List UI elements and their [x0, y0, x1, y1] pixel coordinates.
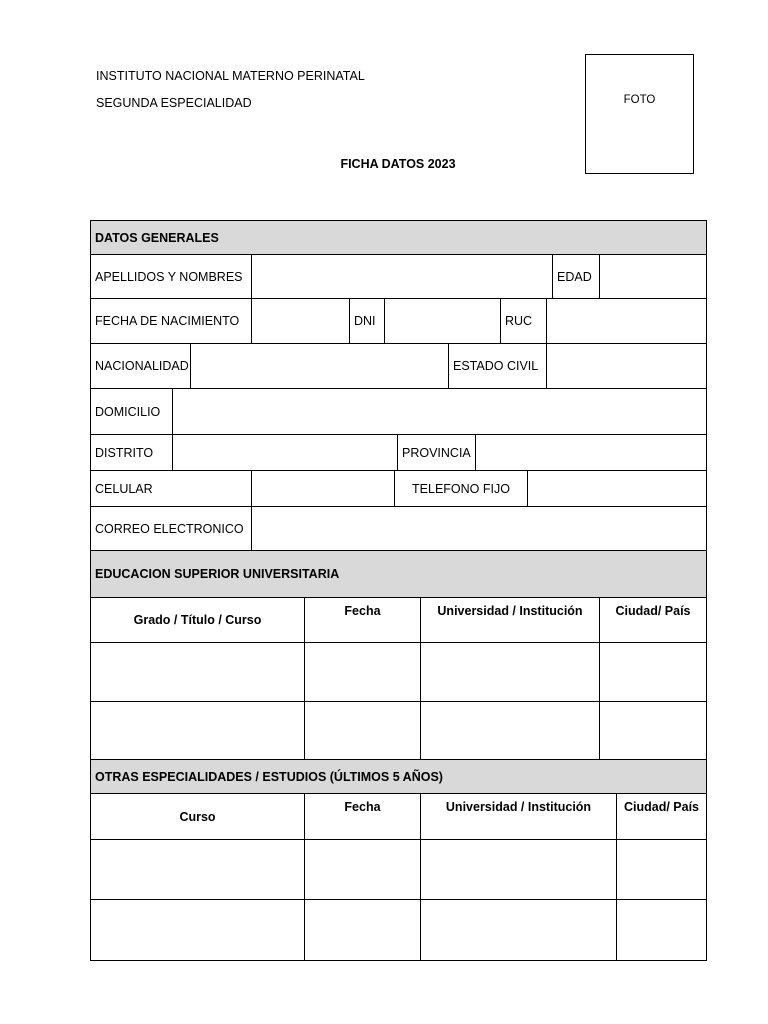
program-name: SEGUNDA ESPECIALIDAD: [96, 96, 252, 110]
other-cell[interactable]: [304, 899, 421, 961]
other-col-universidad: Universidad / Institución: [420, 793, 617, 840]
field-nacionalidad[interactable]: [190, 343, 449, 389]
edu-cell[interactable]: [599, 642, 707, 702]
label-dni: DNI: [349, 298, 385, 344]
other-cell[interactable]: [90, 899, 305, 961]
other-cell[interactable]: [420, 899, 617, 961]
institution-name: INSTITUTO NACIONAL MATERNO PERINATAL: [96, 69, 365, 83]
field-telefono-fijo[interactable]: [527, 470, 707, 507]
field-edad[interactable]: [599, 254, 707, 299]
section-general-title: DATOS GENERALES: [90, 220, 707, 255]
field-domicilio[interactable]: [172, 388, 707, 435]
edu-col-grado: Grado / Título / Curso: [90, 597, 305, 643]
field-celular[interactable]: [251, 470, 395, 507]
edu-cell[interactable]: [420, 642, 600, 702]
other-cell[interactable]: [616, 899, 707, 961]
label-domicilio: DOMICILIO: [90, 388, 173, 435]
label-provincia: PROVINCIA: [397, 434, 476, 471]
other-col-curso: Curso: [90, 793, 305, 840]
field-ruc[interactable]: [546, 298, 707, 344]
edu-col-ciudad: Ciudad/ País: [599, 597, 707, 643]
label-correo: CORREO ELECTRONICO: [90, 506, 252, 551]
label-celular: CELULAR: [90, 470, 252, 507]
data-form: [90, 220, 707, 961]
other-cell[interactable]: [90, 839, 305, 900]
edu-cell[interactable]: [304, 701, 421, 760]
field-distrito[interactable]: [172, 434, 398, 471]
section-education-title: EDUCACION SUPERIOR UNIVERSITARIA: [90, 550, 707, 598]
other-cell[interactable]: [420, 839, 617, 900]
edu-col-universidad: Universidad / Institución: [420, 597, 600, 643]
label-telefono-fijo: TELEFONO FIJO: [394, 470, 528, 507]
other-cell[interactable]: [304, 839, 421, 900]
other-col-ciudad: Ciudad/ País: [616, 793, 707, 840]
label-fecha-nacimiento: FECHA DE NACIMIENTO: [90, 298, 252, 344]
edu-cell[interactable]: [90, 701, 305, 760]
edu-cell[interactable]: [90, 642, 305, 702]
edu-cell[interactable]: [420, 701, 600, 760]
form-title: FICHA DATOS 2023: [340, 157, 456, 171]
label-nacionalidad: NACIONALIDAD: [90, 343, 191, 389]
label-distrito: DISTRITO: [90, 434, 173, 471]
edu-cell[interactable]: [599, 701, 707, 760]
edu-cell[interactable]: [304, 642, 421, 702]
edu-col-fecha: Fecha: [304, 597, 421, 643]
field-apellidos-nombres[interactable]: [251, 254, 553, 299]
field-estado-civil[interactable]: [546, 343, 707, 389]
photo-box: [585, 54, 694, 174]
field-provincia[interactable]: [475, 434, 707, 471]
other-col-fecha: Fecha: [304, 793, 421, 840]
label-apellidos-nombres: APELLIDOS Y NOMBRES: [90, 254, 252, 299]
photo-label: FOTO: [623, 94, 656, 106]
label-ruc: RUC: [500, 298, 547, 344]
field-fecha-nacimiento[interactable]: [251, 298, 350, 344]
label-edad: EDAD: [552, 254, 600, 299]
label-estado-civil: ESTADO CIVIL: [448, 343, 547, 389]
section-other-title: OTRAS ESPECIALIDADES / ESTUDIOS (ÚLTIMOS 5 AÑOS): [90, 759, 707, 794]
other-cell[interactable]: [616, 839, 707, 900]
field-correo[interactable]: [251, 506, 707, 551]
field-dni[interactable]: [384, 298, 501, 344]
